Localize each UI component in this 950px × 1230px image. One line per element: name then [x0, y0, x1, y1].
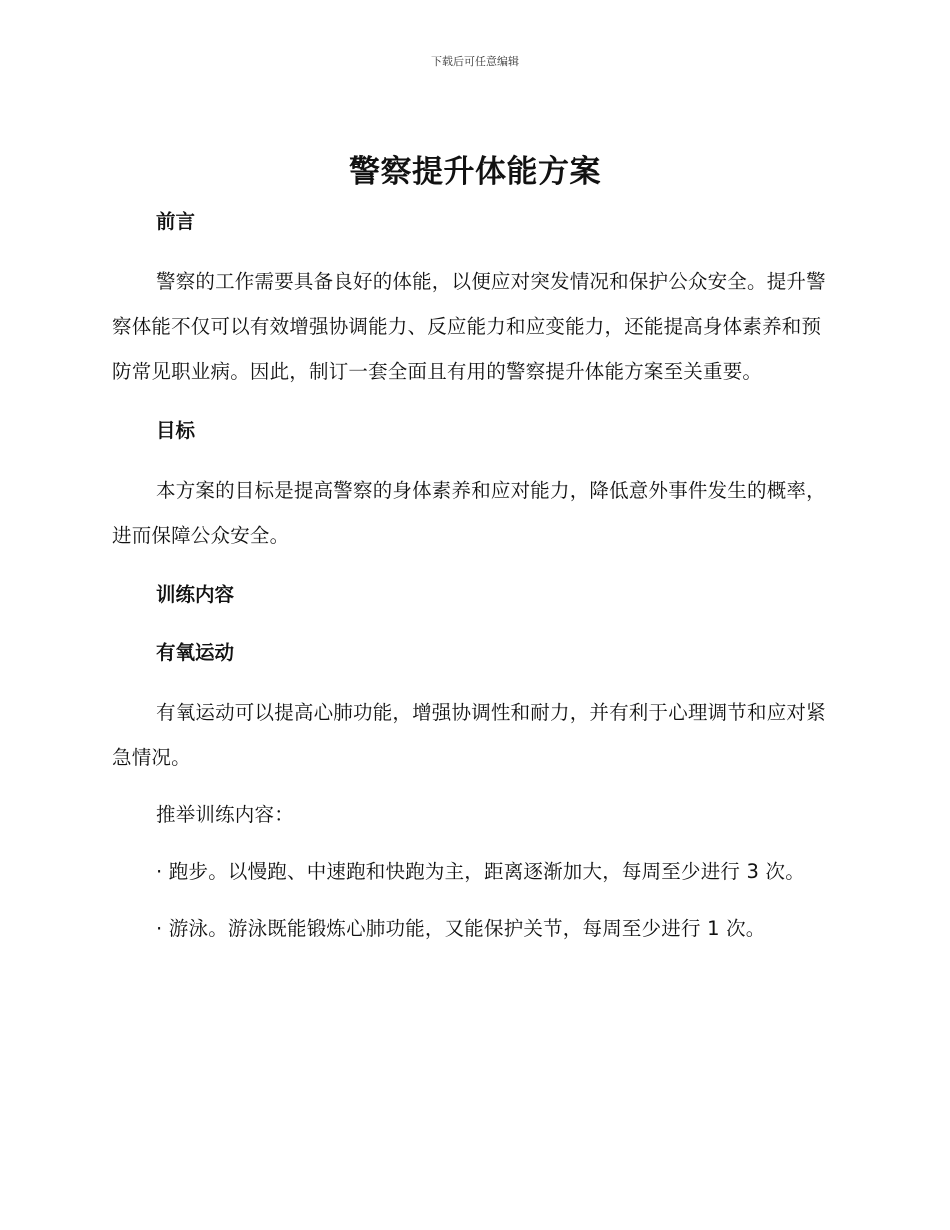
- section-heading-goal: 目标: [156, 419, 196, 442]
- header-note: 下载后可任意编辑: [431, 55, 519, 68]
- section-heading-training: 训练内容: [156, 583, 235, 606]
- spacer: [112, 670, 832, 690]
- spacer: [112, 394, 832, 414]
- spacer: [112, 837, 832, 849]
- spacer: [112, 448, 832, 468]
- spacer: [112, 239, 832, 259]
- spacer: [112, 894, 832, 906]
- document-body: [112, 205, 832, 951]
- spacer: [112, 780, 832, 792]
- section-heading-aerobic: 有氧运动: [156, 641, 235, 664]
- paragraph-aerobic: 有氧运动可以提高心肺功能，增强协调性和耐力，并有利于心理调节和应对紧急情况。: [112, 701, 826, 769]
- recommend-label: 推举训练内容：: [156, 803, 294, 826]
- section-heading-preface: 前言: [156, 210, 196, 233]
- list-item-swimming: · 游泳。游泳既能锻炼心肺功能，又能保护关节，每周至少进行 1 次。: [156, 917, 766, 940]
- list-item-running: · 跑步。以慢跑、中速跑和快跑为主，距离逐渐加大，每周至少进行 3 次。: [156, 860, 805, 883]
- spacer: [112, 558, 832, 578]
- document-title: 警察提升体能方案: [349, 154, 601, 190]
- paragraph-goal: 本方案的目标是提高警察的身体素养和应对能力，降低意外事件发生的概率，进而保障公众安全。: [112, 479, 826, 547]
- spacer: [112, 612, 832, 636]
- paragraph-preface: 警察的工作需要具备良好的体能，以便应对突发情况和保护公众安全。提升警察体能不仅可以有效增强协调能力、反应能力和应变能力，还能提高身体素养和预防常见职业病。因此，制订一套全面且有用的警察提升体能方案至关重要。: [112, 270, 826, 383]
